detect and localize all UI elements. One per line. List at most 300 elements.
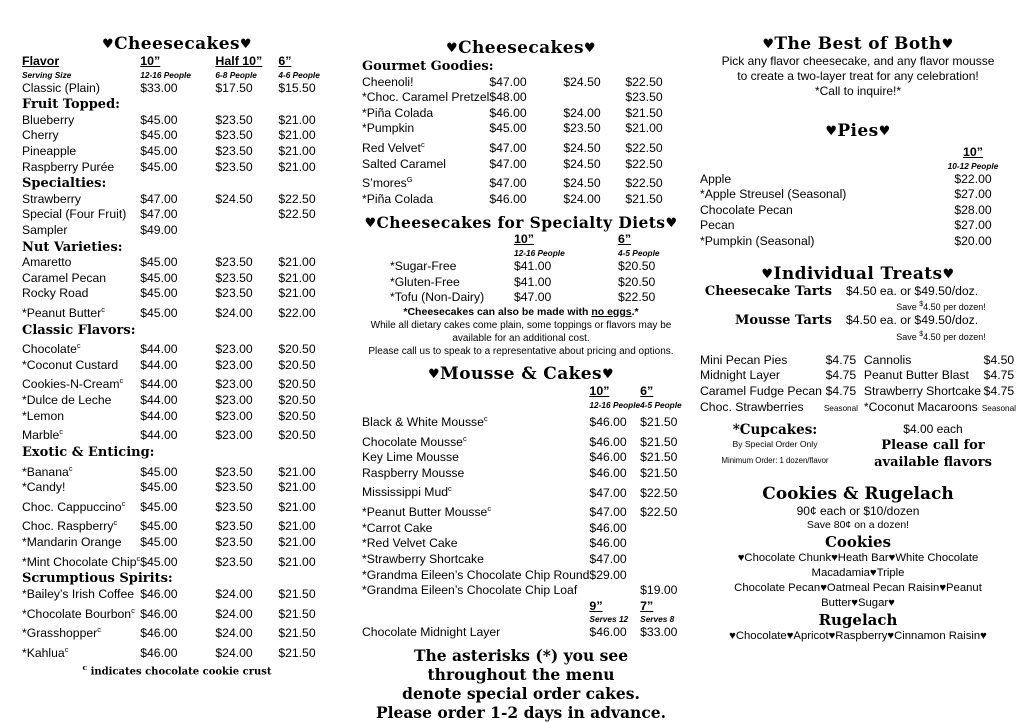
item-price-6: $21.00	[278, 554, 316, 569]
table-row	[22, 603, 332, 623]
group-row	[22, 322, 332, 339]
asterisk-note-1: The asterisks (*) you see throughout the menu	[413, 645, 629, 684]
asterisk-note-2: denote special order cakes.	[402, 683, 640, 703]
tart-row	[700, 313, 1016, 329]
table-row	[362, 625, 682, 641]
item-price-6: $21.00	[278, 286, 316, 301]
treat-price-left: $4.75	[825, 383, 857, 398]
table-row	[22, 424, 332, 444]
section-title-individual-treats: ♥Individual Treats♥	[761, 263, 955, 284]
heart-icon: ♥	[239, 37, 252, 52]
table-row	[362, 481, 682, 501]
item-price-half10: $24.00	[215, 626, 253, 641]
item-price-10: $46.00	[489, 191, 527, 206]
crust-footnote: $^c$ indicates chocolate cookie crust	[82, 663, 272, 678]
item-price-10: $45.00	[140, 480, 178, 495]
table-row	[362, 501, 682, 521]
crust-marker: c	[97, 625, 101, 635]
table-row	[700, 353, 1016, 369]
dollar-sign: $	[919, 330, 924, 338]
item-price-10: $45.00	[140, 554, 178, 569]
item-price-10: $47.00	[589, 505, 627, 520]
item-name: *Mandarin Orange	[22, 535, 122, 550]
table-row	[700, 384, 1016, 400]
item-name: Caramel Pecan	[22, 270, 106, 285]
item-name: Chocolate$^c$	[22, 341, 81, 357]
crust-marker: c	[121, 498, 126, 508]
table-row	[362, 259, 680, 275]
item-price-half10: $23.50	[215, 286, 253, 301]
treat-price-right: $4.75	[983, 383, 1015, 398]
serving-half10: 6-8 People	[215, 69, 257, 80]
item-price-6: $21.00	[278, 519, 316, 534]
item-price: $22.00	[954, 171, 992, 186]
heart-icon: ♥	[102, 37, 115, 52]
item-price-10: $44.00	[140, 393, 178, 408]
table-row	[22, 535, 332, 551]
group-label: Exotic & Enticing:	[22, 444, 155, 460]
item-price-10: $45.00	[489, 121, 527, 136]
table-row	[362, 466, 682, 482]
item-price-10: $45.00	[140, 255, 178, 270]
table-row	[362, 411, 682, 431]
pies-table	[700, 145, 1016, 250]
item-price-half10: $23.50	[215, 480, 253, 495]
item-name: Choc. Raspberry$^c$	[22, 518, 118, 534]
table-row	[22, 255, 332, 271]
item-price-half10: $24.00	[215, 586, 253, 601]
item-name: *Tofu (Non-Dairy)	[390, 290, 485, 305]
table-row	[22, 393, 332, 409]
table-row	[362, 552, 682, 568]
header-size-9: 9”	[589, 598, 603, 613]
item-price-6: $21.00	[278, 255, 316, 270]
item-price-6: $21.00	[278, 270, 316, 285]
item-price-10: $46.00	[589, 520, 627, 535]
item-price-half10: $17.50	[215, 80, 253, 95]
serving-10: 12-16 People	[514, 248, 565, 259]
table-row	[22, 622, 332, 642]
table-row	[362, 192, 680, 208]
item-name: *Grandma Eileen’s Chocolate Chip Loaf	[362, 583, 578, 598]
item-name: *Red Velvet Cake	[362, 536, 458, 551]
table-row	[22, 642, 332, 662]
gourmet-table	[362, 58, 680, 207]
heart-icon: ♥	[942, 266, 955, 282]
rugelach-flavors: ♥Chocolate♥Apricot♥Raspberry♥Cinnamon Raisin♥	[729, 629, 987, 642]
item-price-half10	[215, 207, 278, 223]
cupcakes-block	[700, 422, 1016, 470]
item-price-10: $45.00	[140, 112, 178, 127]
treat-name-right: Peanut Butter Blast	[863, 368, 969, 383]
item-name: *Gluten-Free	[390, 274, 460, 289]
item-price-half10	[563, 90, 625, 106]
item-price-half10: $23.50	[215, 128, 253, 143]
item-price-10: $46.00	[140, 606, 178, 621]
item-price-6: $21.00	[625, 121, 663, 136]
item-price-half10: $24.00	[215, 645, 253, 660]
crust-marker: G	[406, 175, 413, 185]
table-serving-row-layer	[362, 614, 682, 625]
header-size-6: 6”	[618, 232, 632, 247]
crust-marker: c	[483, 413, 488, 423]
table-row	[22, 409, 332, 425]
table-serving-row	[22, 70, 332, 81]
table-row	[22, 271, 332, 287]
cupcakes-sub: By Special Order Only	[732, 439, 818, 450]
item-price-10: $44.00	[140, 408, 178, 423]
best-line-2: to create a two-layer treat for any celebration!	[737, 69, 979, 83]
item-price-half10: $23.50	[215, 159, 253, 174]
heart-icon: ♥	[427, 367, 440, 383]
item-price-10: $46.00	[589, 465, 627, 480]
item-price-10: $46.00	[589, 450, 627, 465]
item-name: Chocolate Mousse$^c$	[362, 433, 467, 449]
item-price-10: $44.00	[140, 357, 178, 372]
table-row	[22, 515, 332, 535]
table-row	[362, 536, 682, 552]
item-price-10: $46.00	[589, 536, 627, 551]
subsection-rugelach: Rugelach	[818, 610, 898, 629]
cupcakes-price: $4.00 each	[903, 422, 963, 437]
tart-price: $4.50 ea. or $49.50/doz.	[846, 283, 979, 298]
item-price-6: $20.50	[618, 259, 656, 274]
section-title-cookies-rugelach: Cookies & Rugelach	[762, 484, 954, 505]
item-price-6	[640, 536, 682, 552]
item-price-10: $47.00	[589, 551, 627, 566]
item-price-10: $46.00	[140, 645, 178, 660]
group-row	[22, 175, 332, 192]
item-name: Classic (Plain)	[22, 80, 100, 95]
item-price-6: $22.50	[640, 485, 678, 500]
treat-name-left: Choc. Strawberries	[700, 399, 804, 414]
group-row	[22, 570, 332, 587]
table-serving-row	[362, 248, 680, 259]
item-price-half10: $24.50	[563, 141, 601, 156]
item-price-half10: $23.00	[215, 393, 253, 408]
item-price-6: $22.50	[625, 176, 663, 191]
item-name: *Chocolate Bourbon$^c$	[22, 605, 135, 621]
header-flavor: Flavor	[22, 54, 60, 68]
table-row	[22, 338, 332, 358]
table-row	[22, 496, 332, 516]
heart-icon: ♥	[941, 37, 954, 52]
item-price-half10: $23.00	[215, 357, 253, 372]
table-row	[22, 480, 332, 496]
table-row	[22, 128, 332, 144]
item-price-6: $21.50	[640, 415, 678, 429]
item-price-6: $22.50	[640, 505, 678, 520]
item-name: *Peanut Butter$^c$	[22, 304, 106, 320]
group-label: Specialties:	[22, 176, 107, 192]
item-name: Salted Caramel	[362, 156, 446, 171]
table-row	[362, 121, 680, 137]
cupcakes-title: *Cupcakes:	[732, 422, 818, 439]
table-row	[362, 90, 680, 106]
item-price-6: $23.50	[625, 90, 663, 105]
item-name: *Strawberry Shortcake	[362, 551, 484, 566]
item-price-10: $47.00	[489, 176, 527, 191]
treat-price-right: $4.50	[983, 352, 1015, 367]
table-header-row	[700, 145, 1016, 161]
serving-6: 4-5 People	[618, 248, 660, 259]
table-row	[700, 172, 1016, 188]
item-name: Rocky Road	[22, 286, 89, 301]
item-price-half10: $24.00	[563, 191, 601, 206]
table-row	[362, 583, 682, 599]
item-name: Cookies-N-Cream$^c$	[22, 376, 124, 392]
tart-label: Mousse Tarts	[735, 313, 832, 329]
tart-row	[700, 284, 1016, 300]
item-price-10: $46.00	[140, 586, 178, 601]
table-row	[22, 144, 332, 160]
item-price: $28.00	[954, 202, 992, 217]
table-row	[22, 192, 332, 208]
table-row	[22, 223, 332, 239]
item-name: *Coconut Custard	[22, 357, 119, 372]
item-price-half10: $23.50	[215, 112, 253, 127]
dollar-sign: $	[919, 301, 924, 309]
treat-name-right: Cannolis	[863, 352, 912, 367]
item-price-10: $45.00	[140, 305, 178, 320]
table-row	[22, 551, 332, 571]
item-price-6: $22.50	[278, 207, 316, 222]
table-header-row	[22, 54, 332, 70]
item-price-6: $20.50	[618, 274, 656, 289]
cookies-flavors-2: Chocolate Pecan♥Oatmeal Pecan Raisin♥Peanut Butter♥Sugar♥	[734, 581, 982, 609]
item-price-half10: $23.50	[215, 464, 253, 479]
item-price-10: $45.00	[140, 270, 178, 285]
table-row	[22, 113, 332, 129]
item-price-7: $33.00	[640, 625, 678, 640]
tart-label: Cheesecake Tarts	[704, 283, 832, 299]
treat-price-right: $4.75	[983, 368, 1015, 383]
cupcakes-call-1: Please call for	[881, 438, 985, 454]
item-price-half10: $23.50	[215, 499, 253, 514]
item-name: *Carrot Cake	[362, 520, 433, 535]
section-title-pies: ♥Pies♥	[825, 121, 891, 141]
item-price-6: $21.00	[278, 480, 316, 495]
crust-marker: c	[119, 376, 124, 386]
best-line-1: Pick any flavor cheesecake, and any flavor mousse	[721, 54, 995, 68]
item-name: Pineapple	[22, 143, 77, 158]
header-size-7: 7”	[640, 598, 654, 613]
table-row	[362, 157, 680, 173]
item-price-6: $20.50	[278, 342, 316, 357]
group-row	[362, 58, 680, 75]
item-price-6	[278, 223, 332, 239]
item-price-half10: $23.00	[215, 342, 253, 357]
header-size-6: 6”	[278, 54, 292, 68]
table-header-row-layer	[362, 599, 682, 615]
table-row	[362, 521, 682, 537]
item-price-10: $45.00	[140, 499, 178, 514]
item-price-half10: $24.50	[563, 176, 601, 191]
item-price-half10: $24.00	[215, 305, 253, 320]
item-name: *Choc. Caramel Pretzel	[362, 90, 490, 105]
table-row	[362, 106, 680, 122]
item-price-10: $46.00	[140, 626, 178, 641]
table-serving-row	[700, 161, 1016, 172]
section-title-specialty-diets: ♥Cheesecakes for Specialty Diets♥	[364, 213, 678, 233]
item-price-10: $47.00	[489, 74, 527, 89]
cupcakes-right	[850, 422, 1016, 470]
item-price-10: $45.00	[140, 519, 178, 534]
item-price-half10	[215, 223, 278, 239]
item-name: Black & White Mousse$^c$	[362, 413, 488, 429]
serving-10: 10-12 People	[947, 160, 999, 171]
table-row	[362, 172, 680, 192]
table-serving-row	[362, 400, 682, 411]
table-row	[22, 461, 332, 481]
item-price-6: $20.50	[278, 408, 316, 423]
group-label: Nut Varieties:	[22, 239, 123, 255]
item-name: Mississippi Mud$^c$	[362, 484, 452, 500]
item-price-10: $47.00	[489, 156, 527, 171]
crust-marker: c	[101, 304, 106, 314]
serving-6: 4-6 People	[278, 69, 320, 80]
table-row	[22, 81, 332, 97]
column-cheesecakes	[22, 34, 332, 678]
item-name: *Candy!	[22, 480, 66, 495]
item-name: Raspberry Purée	[22, 159, 115, 174]
item-price-half10: $24.50	[563, 74, 601, 89]
item-price-10: $41.00	[514, 259, 552, 274]
item-price-half10: $24.00	[563, 105, 601, 120]
table-row	[700, 368, 1016, 384]
crust-marker: c	[448, 484, 452, 494]
item-price-6: $21.00	[278, 143, 316, 158]
item-price-10: $45.00	[140, 143, 178, 158]
item-name: Red Velvet$^c$	[362, 139, 425, 156]
item-price-10: $46.00	[589, 415, 627, 429]
heart-icon: ♥	[762, 37, 775, 52]
serving-9: Serves 12	[589, 614, 629, 625]
header-size-10: 10”	[140, 54, 161, 68]
item-price-6: $22.50	[625, 74, 663, 89]
item-price-6: $22.00	[278, 305, 316, 320]
item-price-half10: $23.50	[215, 143, 253, 158]
item-name: Strawberry	[22, 191, 81, 206]
item-price-half10: $24.00	[215, 606, 253, 621]
item-price-10: $33.00	[140, 80, 178, 95]
table-row	[22, 207, 332, 223]
column-extras	[700, 34, 1016, 644]
item-price-half10: $23.50	[215, 270, 253, 285]
dietary-note-3: Please call us to speak to a representative about pricing and options.	[368, 346, 674, 358]
item-price-6: $15.50	[278, 80, 316, 95]
crust-marker: c	[59, 427, 64, 437]
table-header-row	[362, 384, 682, 400]
group-row	[22, 96, 332, 113]
treat-name-left: Mini Pecan Pies	[700, 352, 788, 367]
treat-price-left: $4.75	[825, 368, 857, 383]
item-price-6: $21.50	[625, 105, 663, 120]
table-row	[22, 587, 332, 603]
heart-icon: ♥	[446, 41, 459, 56]
item-price: $20.00	[954, 233, 992, 248]
item-price-10: $45.00	[140, 159, 178, 174]
table-row	[700, 203, 1016, 219]
asterisk-note-3: Please order 1-2 days in advance.	[375, 702, 667, 722]
diets-table	[362, 232, 680, 305]
crust-marker: c	[113, 518, 118, 528]
header-size-half10: Half 10”	[215, 54, 263, 68]
item-price-half10: $23.50	[215, 519, 253, 534]
item-price-9: $46.00	[589, 625, 627, 640]
item-name: *Lemon	[22, 408, 65, 423]
item-name: *Grasshopper$^c$	[22, 625, 101, 641]
heart-icon: ♥	[878, 124, 891, 139]
item-price-6: $20.50	[278, 393, 316, 408]
item-price-half10: $23.00	[215, 408, 253, 423]
table-row	[22, 358, 332, 374]
item-name: *Dulce de Leche	[22, 393, 112, 408]
tart-savings: Save $4.50 per dozen!	[896, 330, 986, 342]
treat-name-right: Strawberry Shortcake	[863, 383, 982, 398]
item-price-6: $21.50	[640, 434, 678, 449]
item-name: *Kahlua$^c$	[22, 644, 69, 660]
mousse-table	[362, 384, 682, 641]
section-title-cheesecakes-2: ♥Cheesecakes♥	[446, 38, 596, 58]
item-price-10: $45.00	[140, 535, 178, 550]
table-row	[362, 275, 680, 291]
item-price-6: $21.50	[278, 626, 316, 641]
cupcakes-call-2: available flavors	[874, 455, 992, 471]
item-name: *Pumpkin	[362, 121, 415, 136]
subsection-cookies: Cookies	[824, 532, 892, 551]
item-price-10: $48.00	[489, 90, 527, 105]
item-name: Blueberry	[22, 112, 75, 127]
treat-name-left: Midnight Layer	[700, 368, 780, 383]
cheesecakes-table	[22, 54, 332, 661]
item-price-10: $46.00	[489, 105, 527, 120]
heart-icon: ♥	[583, 41, 596, 56]
serving-label: Serving Size	[22, 69, 72, 80]
crust-marker: c	[136, 553, 141, 563]
heart-icon: ♥	[665, 216, 678, 232]
table-row	[362, 431, 682, 451]
group-row	[22, 444, 332, 461]
table-row	[22, 373, 332, 393]
item-name: Chocolate Midnight Layer	[362, 625, 501, 640]
item-name: *Pumpkin (Seasonal)	[700, 233, 815, 248]
section-title-mousse-cakes: ♥Mousse & Cakes♥	[427, 364, 615, 385]
table-row	[362, 290, 680, 306]
item-name: Cheenoli!	[362, 74, 414, 89]
item-price-10: $29.00	[589, 567, 627, 582]
item-price-6: $21.50	[278, 606, 316, 621]
column-gourmet-mousse	[362, 38, 680, 722]
table-row	[362, 75, 680, 91]
item-price-10: $46.00	[589, 434, 627, 449]
table-row	[362, 450, 682, 466]
item-name: S’mores$^G$	[362, 175, 413, 191]
item-name: *Bailey’s Irish Coffee	[22, 586, 135, 601]
item-name: Special (Four Fruit)	[22, 207, 127, 222]
crust-marker: c	[487, 504, 492, 514]
item-price-10: $45.00	[140, 128, 178, 143]
item-name: *Apple Streusel (Seasonal)	[700, 187, 847, 202]
section-title-best-of-both: ♥The Best of Both♥	[762, 34, 954, 54]
treat-name-left: Caramel Fudge Pecan	[700, 383, 822, 398]
table-row	[700, 234, 1016, 250]
item-price-6: $22.50	[278, 191, 316, 206]
item-price-6: $21.50	[625, 191, 663, 206]
item-price: $27.00	[954, 218, 992, 233]
table-header-row	[362, 232, 680, 248]
item-price-6: $21.50	[278, 645, 316, 660]
